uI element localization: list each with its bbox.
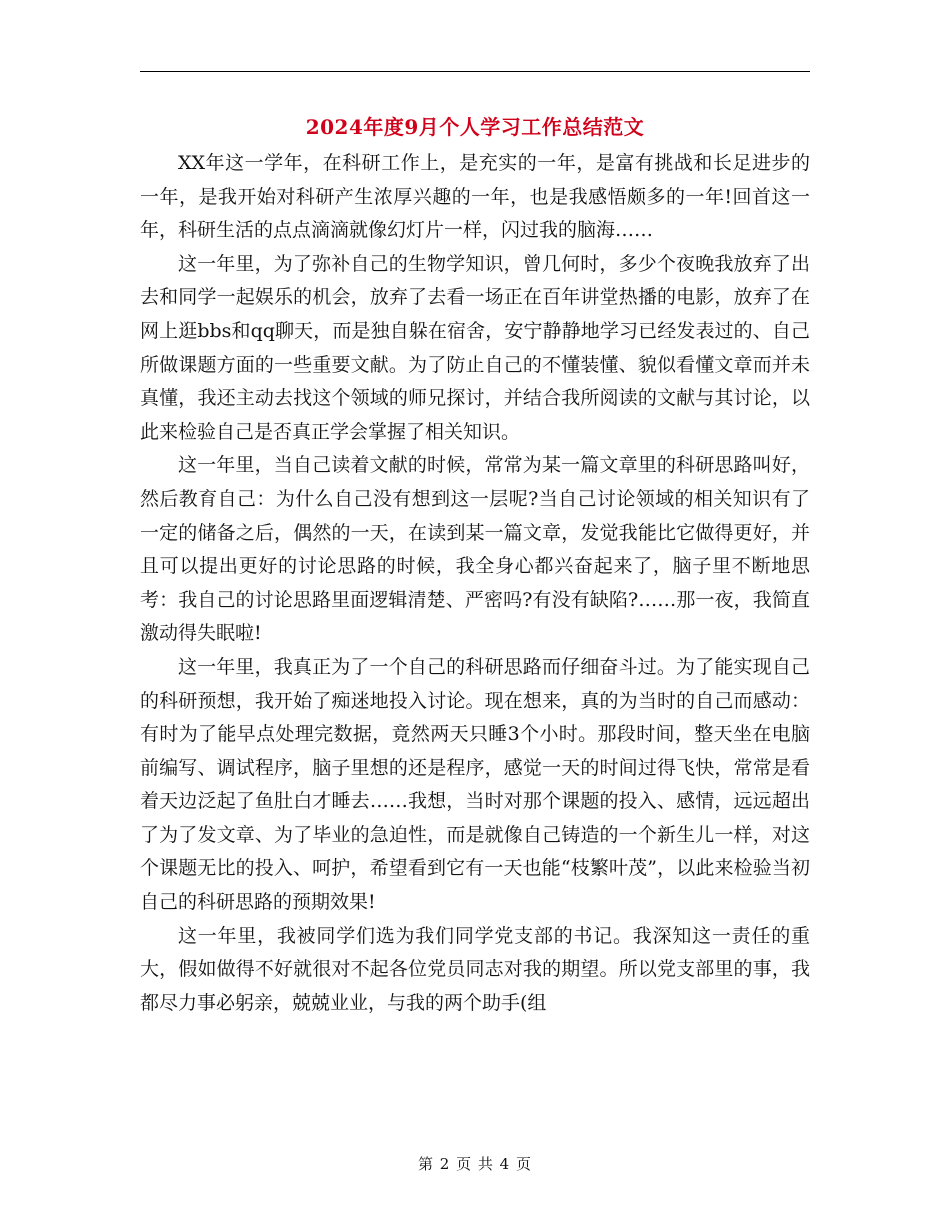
paragraph: XX年这一学年，在科研工作上，是充实的一年，是富有挑战和长足进步的一年，是我开始对科研产生浓厚兴趣的一年，也是我感悟颇多的一年!回首这一年，科研生活的点点滴滴就像幻灯片一样，闪过我的脑海…… — [140, 152, 810, 242]
page-number-footer: 第 2 页 共 4 页 — [418, 1155, 532, 1173]
header-rule — [140, 71, 810, 72]
paragraph: 这一年里，当自己读着文献的时候，常常为某一篇文章里的科研思路叫好，然后教育自己：为什么自己没有想到这一层呢?当自己讨论领域的相关知识有了一定的储备之后，偶然的一天，在读到某一篇文章，发觉我能比它做得更好，并且可以提出更好的讨论思路的时候，我全身心都兴奋起来了，脑子里不断地思考：我自己的讨论思路里面逻辑清楚、严密吗?有没有缺陷?……那一夜，我简直激动得失眠啦! — [140, 454, 810, 645]
document-body — [140, 147, 810, 1020]
paragraph: 这一年里，为了弥补自己的生物学知识，曾几何时，多少个夜晚我放弃了出去和同学一起娱乐的机会，放弃了去看一场正在百年讲堂热播的电影，放弃了在网上逛bbs和qq聊天，而是独自躲在宿舍，安宁静静地学习已经发表过的、自己所做课题方面的一些重要文献。为了防止自己的不懂装懂、貌似看懂文章而并未真懂，我还主动去找这个领域的师兄探讨，并结合我所阅读的文献与其讨论，以此来检验自己是否真正学会掌握了相关知识。 — [140, 252, 810, 443]
paragraph: 这一年里，我真正为了一个自己的科研思路而仔细奋斗过。为了能实现自己的科研预想，我开始了痴迷地投入讨论。现在想来，真的为当时的自己而感动：有时为了能早点处理完数据，竟然两天只睡3个小时。那段时间，整天坐在电脑前编写、调试程序，脑子里想的还是程序，感觉一天的时间过得飞快，常常是看着天边泛起了鱼肚白才睡去……我想，当时对那个课题的投入、感情，远远超出了为了发文章、为了毕业的急迫性，而是就像自己铸造的一个新生儿一样，对这个课题无比的投入、呵护，希望看到它有一天也能“枝繁叶茂”，以此来检验当初自己的科研思路的预期效果! — [140, 655, 810, 914]
document-title: 2024年度9月个人学习工作总结范文 — [305, 115, 645, 139]
paragraph: 这一年里，我被同学们选为我们同学党支部的书记。我深知这一责任的重大，假如做得不好就很对不起各位党员同志对我的期望。所以党支部里的事，我都尽力事必躬亲，兢兢业业，与我的两个助手(组 — [140, 924, 810, 1014]
